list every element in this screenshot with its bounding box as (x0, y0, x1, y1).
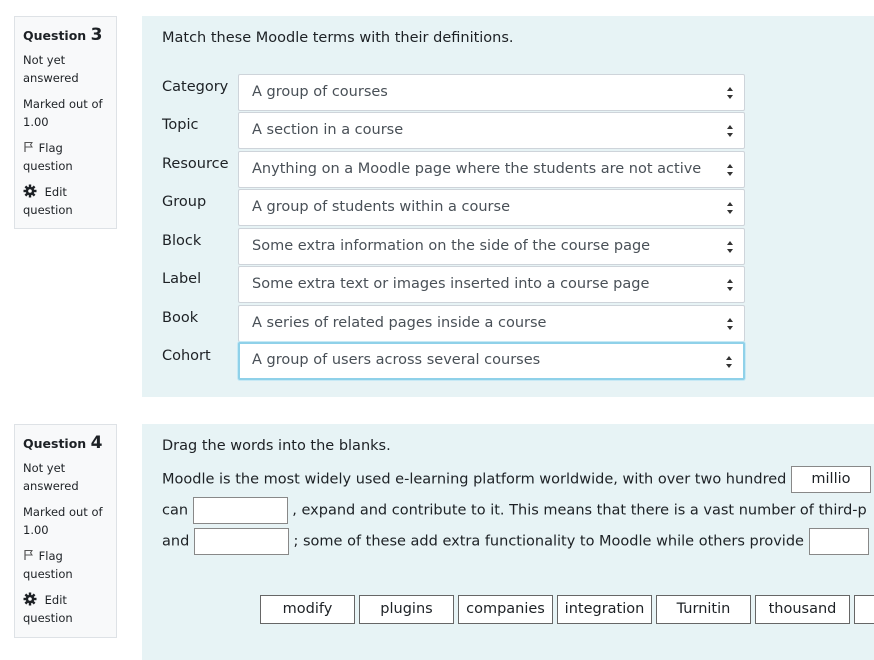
select-arrows-icon (726, 278, 734, 292)
term-label: Label (162, 271, 202, 287)
answer-select-cohort[interactable]: A group of users across several courses (238, 342, 745, 380)
question-prompt: Match these Moodle terms with their definitions. (162, 30, 514, 46)
question-3-content (142, 16, 874, 397)
cloze-line-2 (162, 497, 867, 524)
term-label: Cohort (162, 348, 211, 364)
drag-word-partial[interactable] (854, 595, 874, 624)
flag-icon (23, 141, 35, 153)
question-prompt: Drag the words into the blanks. (162, 438, 391, 454)
drag-word-turnitin[interactable]: Turnitin (656, 595, 751, 624)
gear-icon (23, 592, 37, 606)
cloze-line-3 (162, 528, 869, 555)
question-state: Not yet answered (23, 461, 79, 493)
cloze-text: , expand and contribute to it. This means that there is a vast number of third-p (292, 502, 867, 519)
gear-icon (23, 184, 37, 198)
flag-icon (23, 549, 35, 561)
question-state: Not yet answered (23, 53, 79, 85)
select-arrows-icon (726, 317, 734, 331)
drop-blank[interactable] (193, 497, 288, 524)
drag-word-thousand[interactable]: thousand (755, 595, 850, 624)
term-label: Book (162, 310, 199, 326)
select-arrows-icon (726, 240, 734, 254)
drop-blank[interactable] (791, 466, 871, 493)
flag-question-link[interactable]: Flag question (23, 549, 73, 581)
drag-word-modify[interactable]: modify (260, 595, 355, 624)
select-arrows-icon (726, 86, 734, 100)
question-4-info (14, 424, 117, 638)
cloze-text: can (162, 502, 189, 519)
answer-select-category[interactable]: A group of courses (238, 74, 745, 111)
cloze-line-1 (162, 466, 871, 493)
flag-question-link[interactable]: Flag question (23, 141, 73, 173)
select-arrows-icon (726, 124, 734, 138)
drop-blank[interactable] (194, 528, 289, 555)
edit-question-link[interactable]: Edit question (23, 593, 73, 625)
answer-select-topic[interactable]: A section in a course (238, 112, 745, 149)
drag-word-integration[interactable]: integration (557, 595, 652, 624)
drag-word-plugins[interactable]: plugins (359, 595, 454, 624)
answer-select-book[interactable]: A series of related pages inside a course (238, 305, 745, 342)
term-label: Category (162, 79, 229, 95)
blank-answer: millio (811, 471, 851, 487)
select-arrows-icon (726, 201, 734, 215)
answer-select-label[interactable]: Some extra text or images inserted into a course page (238, 266, 745, 303)
question-4-content (142, 424, 874, 660)
answer-select-block[interactable]: Some extra information on the side of the course page (238, 228, 745, 265)
answer-select-resource[interactable]: Anything on a Moodle page where the students are not active (238, 151, 745, 188)
question-marks: Marked out of 1.00 (23, 97, 103, 129)
question-number: Question 4 (23, 433, 103, 453)
question-number: Question 3 (23, 25, 103, 45)
cloze-text: ; some of these add extra functionality to Moodle while others provide (293, 533, 804, 550)
question-3-info (14, 16, 117, 229)
term-label: Block (162, 233, 202, 249)
answer-select-group[interactable]: A group of students within a course (238, 189, 745, 226)
edit-question-link[interactable]: Edit question (23, 185, 73, 217)
term-label: Resource (162, 156, 229, 172)
term-label: Topic (162, 117, 199, 133)
drag-word-companies[interactable]: companies (458, 595, 553, 624)
question-marks: Marked out of 1.00 (23, 505, 103, 537)
drop-blank[interactable] (809, 528, 869, 555)
cloze-text: and (162, 533, 190, 550)
term-label: Group (162, 194, 207, 210)
cloze-text: Moodle is the most widely used e-learning platform worldwide, with over two hundred (162, 471, 787, 488)
select-arrows-icon (726, 163, 734, 177)
select-arrows-icon (725, 355, 733, 369)
